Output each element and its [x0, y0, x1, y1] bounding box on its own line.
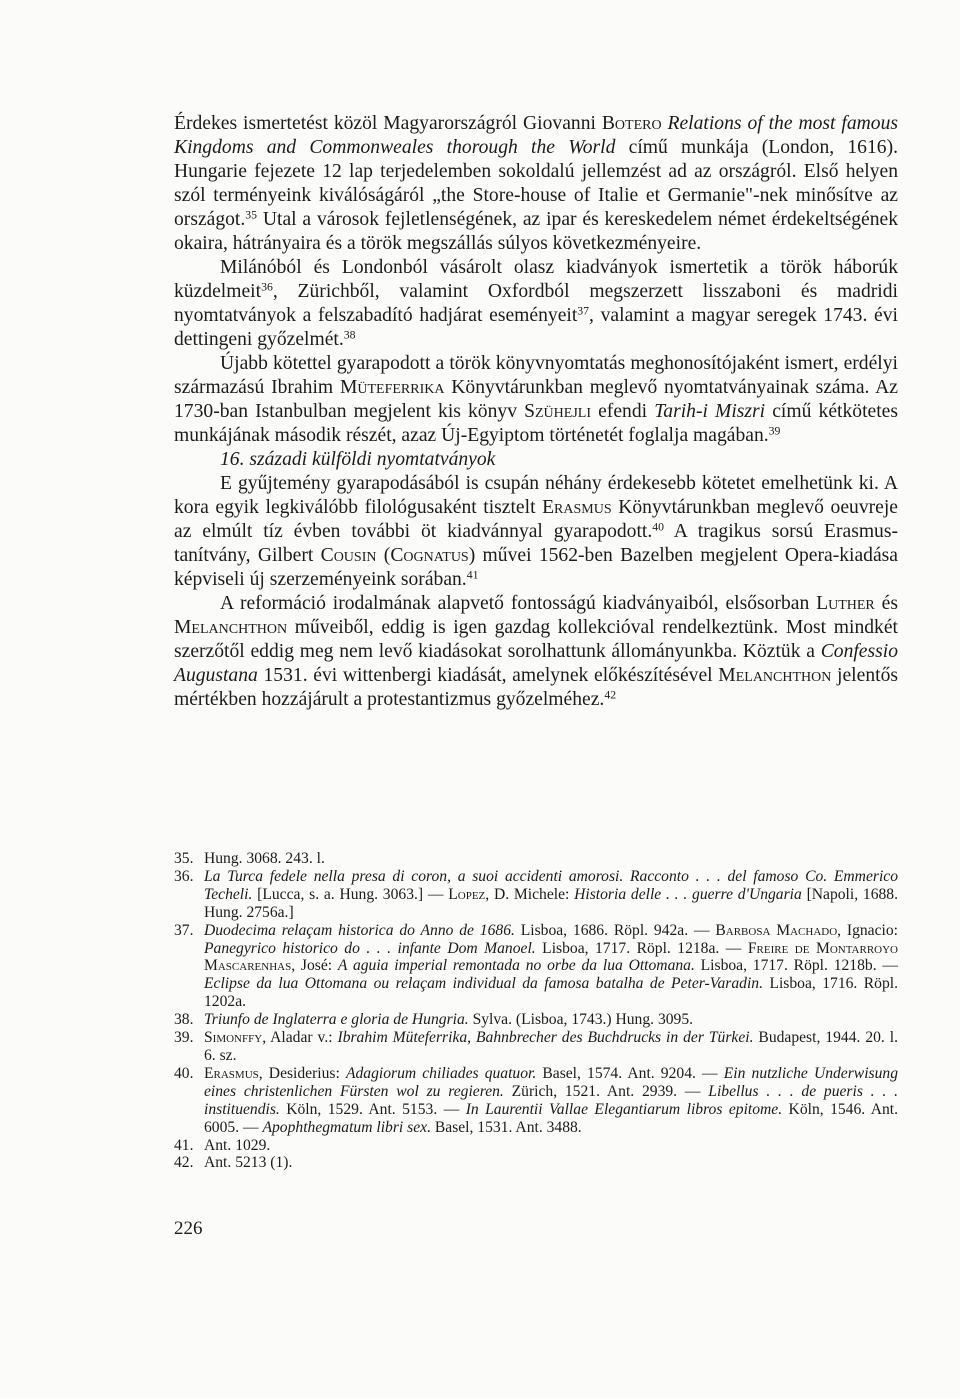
footnote-text	[204, 1029, 898, 1065]
text-run: Köln, 1529. Ant. 5153. —	[279, 1100, 466, 1118]
book-title: Duodecima relaçam historica do Anno de 1686.	[204, 921, 515, 939]
book-title: Libellus . . . de pueris . . . instituendis.	[204, 1082, 898, 1118]
footnote-text	[204, 1065, 898, 1137]
text-run: Zürich, 1521. Ant. 2939. —	[503, 1082, 709, 1100]
text-run: , Aladar v.:	[262, 1029, 338, 1047]
text-run: Köln, 1546. Ant. 6005. —	[204, 1100, 899, 1136]
text-run: Hung. 3068. 243. l.	[204, 850, 325, 867]
footnote-ref: 41	[466, 568, 479, 582]
text-run: , Zürichből, valamint Oxfordból megszerzett lisszaboni és madridi nyomtatványok a felszabadító hadjárat eseményeit	[174, 281, 898, 326]
text-run: Ant. 5213 (1).	[204, 1154, 293, 1172]
text-run: jelentős mértékben hozzájárult a protestantizmus győzelméhez.	[174, 665, 898, 710]
book-title: La Turca fedele nella presa di coron, a suoi accidenti amorosi. Racconto . . . del famoso Co. Emmerico Techeli.	[204, 867, 898, 903]
author-name: Szühejli	[524, 401, 591, 422]
footnote-40	[174, 1065, 898, 1137]
paragraph-wars	[174, 256, 898, 352]
author-name: Luther	[816, 593, 875, 614]
footnote-38	[174, 1011, 898, 1029]
author-name: Botero	[601, 113, 662, 134]
author-name: Simonffy	[204, 1029, 263, 1047]
text-run: című kétkötetes munkájának második részét, azaz Új-Egyiptom történetét foglalja magában.	[174, 401, 898, 446]
book-title: Triunfo de Inglaterra e gloria de Hungria.	[204, 1011, 469, 1029]
text-run: Ant. 1029.	[204, 1136, 271, 1154]
author-name: Melanchthon	[718, 665, 832, 686]
footnote-number: 36.	[174, 867, 194, 885]
book-title: Ein nutzliche Underwisung eines christenlichen Fürsten wol zu regieren.	[204, 1064, 898, 1100]
paragraph-botero	[174, 112, 898, 256]
text-run: Budapest, 1944. 20. l. 6. sz.	[204, 1029, 898, 1064]
footnote-ref: 39	[768, 424, 781, 438]
text-run: , D. Michele:	[485, 885, 575, 903]
text-run: Lisboa, 1717. Röpl. 1218a. —	[535, 939, 748, 957]
book-title: A aguia imperial remontada no orbe da lua Ottomana.	[337, 957, 695, 975]
text-run: efendi	[591, 401, 655, 422]
text-run: Basel, 1531. Ant. 3488.	[430, 1118, 582, 1136]
paragraph-muteferrika	[174, 352, 898, 448]
footnote-ref: 35	[245, 208, 258, 222]
author-name: Barbosa Machado	[715, 921, 838, 939]
footnote-36	[174, 868, 898, 922]
book-title: Eclipse da lua Ottomana ou relaçam individual da famosa batalha de Peter-Varadin.	[204, 975, 763, 993]
book-title: Ibrahim Müteferrika, Bahnbrecher des Buchdrucks in der Türkei.	[337, 1029, 754, 1047]
text-run: Könyvtárunkban meglevő nyomtatványainak száma. Az 1730-ban Istanbulban megjelent kis könyv	[174, 377, 899, 422]
footnote-text	[204, 1137, 898, 1155]
text-run: Basel, 1574. Ant. 9204. —	[536, 1064, 724, 1082]
text-run: Milánóból és Londonból vásárolt olasz kiadványok ismertetik a török háborúk küzdelmeit	[174, 257, 898, 302]
text-run: 1531. évi wittenbergi kiadását, amelynek előkészítésével	[257, 665, 719, 686]
text-run: A reformáció irodalmának alapvető fontosságú kiadványaiból, elsősorban	[220, 593, 817, 614]
section-heading: 16. századi külföldi nyomtatványok	[220, 449, 496, 470]
text-run: (	[376, 545, 391, 566]
footnote-37	[174, 922, 898, 1012]
footnote-42	[174, 1154, 898, 1172]
paragraph-erasmus	[174, 472, 898, 592]
footnotes	[174, 850, 898, 1172]
text-run: Utal a városok fejletlenségének, az ipar és kereskedelem német érdekeltségének okaira, hátrányaira és a török megszállás súlyos következményeire.	[174, 209, 898, 254]
footnote-number: 35.	[174, 850, 194, 867]
author-name: Melanchthon	[174, 617, 288, 638]
author-name: Lopez	[448, 885, 486, 903]
text-run: , Ignacio:	[837, 921, 898, 939]
footnote-text	[204, 1154, 898, 1172]
text-run: E gyűjtemény gyarapodásából is csupán néhány érdekesebb kötetet emelhetünk ki. A kora egyik legkiválóbb filológusaként tisztelt	[174, 473, 898, 518]
footnote-41	[174, 1137, 898, 1155]
author-name: Müteferrika	[339, 377, 445, 398]
footnote-text	[204, 922, 898, 1012]
text-run: műveiből, eddig is igen gazdag kollekcióval rendelkeztünk. Most mindkét szerzőtől eddig meg nem levő kiadásokat sorolhattunk állományunkba. Köztük a	[174, 617, 898, 662]
author-name: Freire de Montarroyo Mascarenhas	[204, 939, 899, 975]
text-run: Lisboa, 1686. Röpl. 942a. —	[514, 921, 716, 939]
book-title: Confessio Augustana	[174, 641, 898, 686]
text-run: Könyvtárunkban meglevő oeuvreje az elmúlt tíz évben további öt kiadvánnyal gyarapodott.	[174, 497, 898, 542]
footnote-number: 38.	[174, 1011, 194, 1029]
book-title: Panegyrico historico do . . . infante Dom Manoel.	[204, 939, 536, 957]
author-name: Erasmus	[204, 1064, 259, 1082]
text-run: és	[874, 593, 898, 614]
author-name: Erasmus	[542, 497, 612, 518]
book-title: Historia delle . . . guerre d'Ungaria	[574, 885, 802, 903]
footnote-number: 42.	[174, 1154, 194, 1172]
footnote-ref: 38	[343, 328, 356, 342]
text-run: ) művei 1562-ben Bazelben megjelent Opera-kiadása képviseli új szerzeményeink sorában.	[174, 545, 898, 590]
book-title: Relations of the most famous Kingdoms and Commonweales thorough the World	[174, 113, 898, 158]
footnote-number: 40.	[174, 1064, 194, 1082]
author-name: Cousin	[320, 545, 377, 566]
book-title: In Laurentii Vallae Elegantiarum libros epitome.	[465, 1100, 783, 1118]
footnote-ref: 36	[261, 280, 273, 294]
footnote-number: 41.	[174, 1136, 194, 1154]
text-run: , Desiderius:	[258, 1064, 346, 1082]
footnote-number: 39.	[174, 1029, 194, 1047]
text-run: A tragikus sorsú Erasmus-tanítvány, Gilbert	[174, 521, 899, 566]
text-run: Újabb kötettel gyarapodott a török könyvnyomtatás meghonosítójaként ismert, erdélyi származású Ibrahim	[174, 353, 898, 398]
footnote-ref: 40	[652, 520, 664, 534]
footnote-text	[204, 1011, 898, 1029]
text-run: Lisboa, 1717. Röpl. 1218b. —	[694, 957, 898, 975]
paragraph-reformation	[174, 592, 898, 712]
text-run: Érdekes ismertetést közöl Magyarországról Giovanni	[174, 113, 602, 134]
footnote-number: 37.	[174, 921, 194, 939]
text-run: , José:	[291, 957, 338, 975]
text-run: Lisboa, 1716. Röpl. 1202a.	[204, 975, 898, 1011]
footnote-ref: 42	[604, 688, 617, 702]
footnote-text	[204, 868, 898, 922]
footnote-ref: 37	[577, 304, 590, 318]
text-run: [Napoli, 1688. Hung. 2756a.]	[204, 885, 898, 921]
page-number: 226	[174, 1218, 203, 1239]
text-run: című munkája (London, 1616). Hungarie fejezete 12 lap terjedelemben sokoldalú jellemzést ad az országról. Első helyen szól terményeink kiválóságáról „the Store-house of Italie et Germanie"-nek minősítve az országot.	[174, 137, 898, 230]
footnote-35	[174, 850, 898, 868]
book-title: Apophthegmatum libri sex.	[262, 1118, 431, 1136]
footnote-text	[204, 850, 898, 868]
footnote-39	[174, 1029, 898, 1065]
book-title: Adagiorum chiliades quatuor.	[345, 1064, 537, 1082]
author-name: Cognatus	[390, 545, 469, 566]
main-text	[174, 112, 898, 712]
text-run: Sylva. (Lisboa, 1743.) Hung. 3095.	[468, 1011, 694, 1029]
book-title: Tarih-i Miszri	[654, 401, 766, 422]
text-run: , valamint a magyar seregek 1743. évi dettingeni győzelmét.	[174, 305, 898, 350]
text-run: [Lucca, s. a. Hung. 3063.] —	[252, 885, 449, 903]
